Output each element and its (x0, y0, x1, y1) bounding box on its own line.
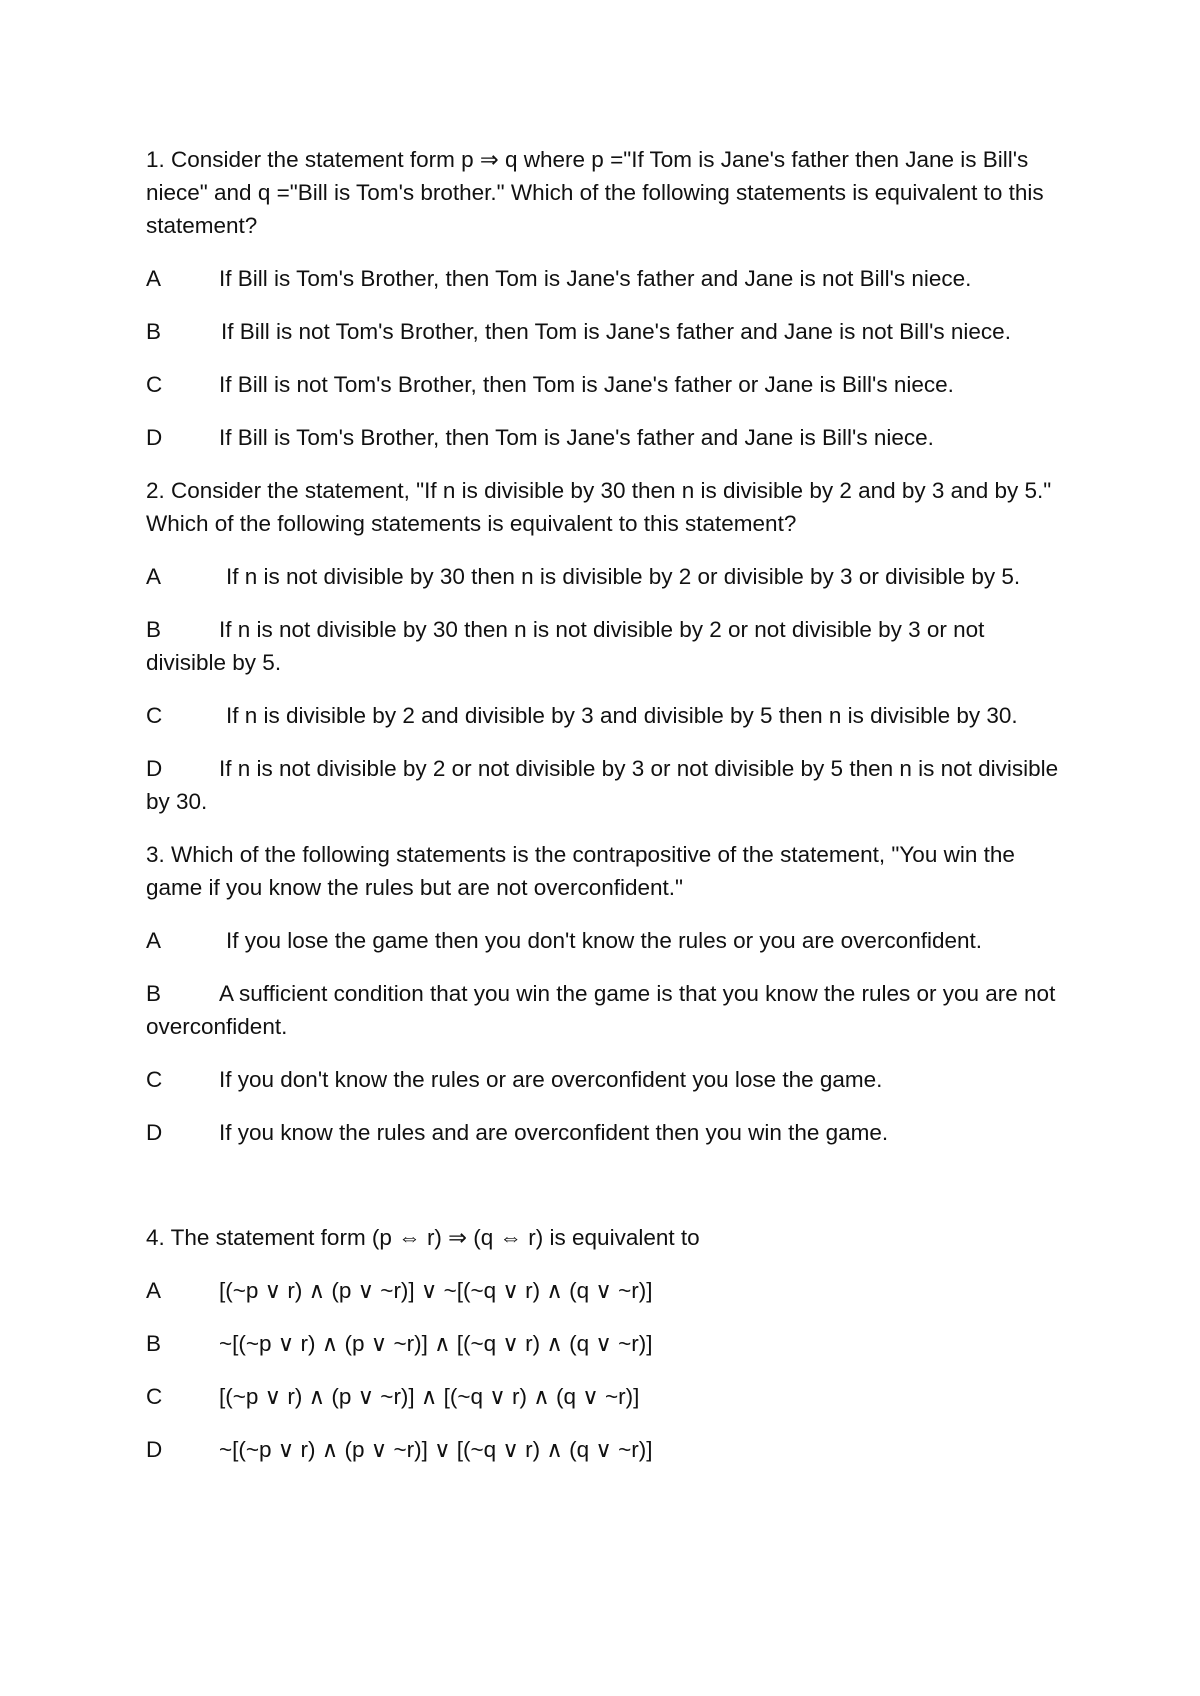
option-text: ~[(~p ∨ r) ∧ (p ∨ ~r)] ∨ [(~q ∨ r) ∧ (q ∨ ~r)] (219, 1437, 653, 1462)
option-text: ~[(~p ∨ r) ∧ (p ∨ ~r)] ∧ [(~q ∨ r) ∧ (q ∨ ~r)] (219, 1331, 653, 1356)
option-text: If n is divisible by 2 and divisible by 3 and divisible by 5 then n is divisible by 30. (226, 703, 1018, 728)
question-4-option-d (146, 1433, 1066, 1466)
question-4-option-b (146, 1327, 1066, 1360)
question-1-option-a (146, 262, 1066, 295)
document-page (146, 143, 1066, 1486)
option-text: [(~p ∨ r) ∧ (p ∨ ~r)] ∨ ~[(~q ∨ r) ∧ (q ∨ ~r)] (219, 1278, 653, 1303)
question-2-option-b (146, 613, 1066, 679)
option-letter: D (146, 756, 163, 781)
option-text: If Bill is Tom's Brother, then Tom is Jane's father and Jane is not Bill's niece. (219, 266, 972, 291)
option-letter: B (146, 617, 162, 642)
option-text: If you lose the game then you don't know the rules or you are overconfident. (226, 928, 983, 953)
option-letter: D (146, 1437, 163, 1462)
question-3-option-d (146, 1116, 1066, 1149)
question-1-option-b (146, 315, 1066, 348)
option-text: If Bill is not Tom's Brother, then Tom is Jane's father or Jane is Bill's niece. (219, 372, 954, 397)
option-letter: C (146, 372, 163, 397)
question-3-option-c (146, 1063, 1066, 1096)
option-text: If n is not divisible by 2 or not divisible by 3 or not divisible by 5 then n is not divisible by 30. (146, 756, 1059, 814)
option-letter: C (146, 1067, 163, 1092)
question-2-option-a (146, 560, 1066, 593)
question-2-stem: 2. Consider the statement, "If n is divisible by 30 then n is divisible by 2 and by 3 and by 5." Which of the following statements is equivalent to this statement? (146, 478, 1052, 536)
option-letter: A (146, 928, 162, 953)
question-1-option-d (146, 421, 1066, 454)
question-3-option-b (146, 977, 1066, 1043)
question-3-option-a (146, 924, 1066, 957)
question-1-option-c (146, 368, 1066, 401)
option-text: A sufficient condition that you win the game is that you know the rules or you are not overconfident. (146, 981, 1056, 1039)
option-text: If you know the rules and are overconfident then you win the game. (219, 1120, 889, 1145)
question-4-option-a (146, 1274, 1066, 1307)
option-letter: D (146, 425, 163, 450)
question-2-option-c (146, 699, 1066, 732)
question-4-stem: 4. The statement form (p ⇔ r) ⇒ (q ⇔ r) is equivalent to (146, 1225, 700, 1250)
question-3-stem: 3. Which of the following statements is the contrapositive of the statement, "You win the game if you know the rules but are not overconfident." (146, 842, 1015, 900)
option-text: If n is not divisible by 30 then n is not divisible by 2 or not divisible by 3 or not divisible by 5. (146, 617, 985, 675)
option-text: If Bill is not Tom's Brother, then Tom is Jane's father and Jane is not Bill's niece. (221, 319, 1011, 344)
option-letter: A (146, 564, 162, 589)
option-letter: B (146, 1331, 162, 1356)
option-letter: A (146, 1278, 162, 1303)
option-letter: C (146, 703, 163, 728)
option-letter: A (146, 266, 162, 291)
option-letter: D (146, 1120, 163, 1145)
question-2-option-d (146, 752, 1066, 818)
option-text: If you don't know the rules or are overconfident you lose the game. (219, 1067, 883, 1092)
option-letter: C (146, 1384, 163, 1409)
question-1-stem: 1. Consider the statement form p ⇒ q where p ="If Tom is Jane's father then Jane is Bill's niece" and q ="Bill is Tom's brother." Which of the following statements is equivalent to this statement? (146, 147, 1044, 238)
option-text: [(~p ∨ r) ∧ (p ∨ ~r)] ∧ [(~q ∨ r) ∧ (q ∨ ~r)] (219, 1384, 640, 1409)
question-4-option-c (146, 1380, 1066, 1413)
option-text: If n is not divisible by 30 then n is divisible by 2 or divisible by 3 or divisible by 5. (226, 564, 1021, 589)
option-text: If Bill is Tom's Brother, then Tom is Jane's father and Jane is Bill's niece. (219, 425, 934, 450)
option-letter: B (146, 981, 162, 1006)
option-letter: B (146, 319, 162, 344)
